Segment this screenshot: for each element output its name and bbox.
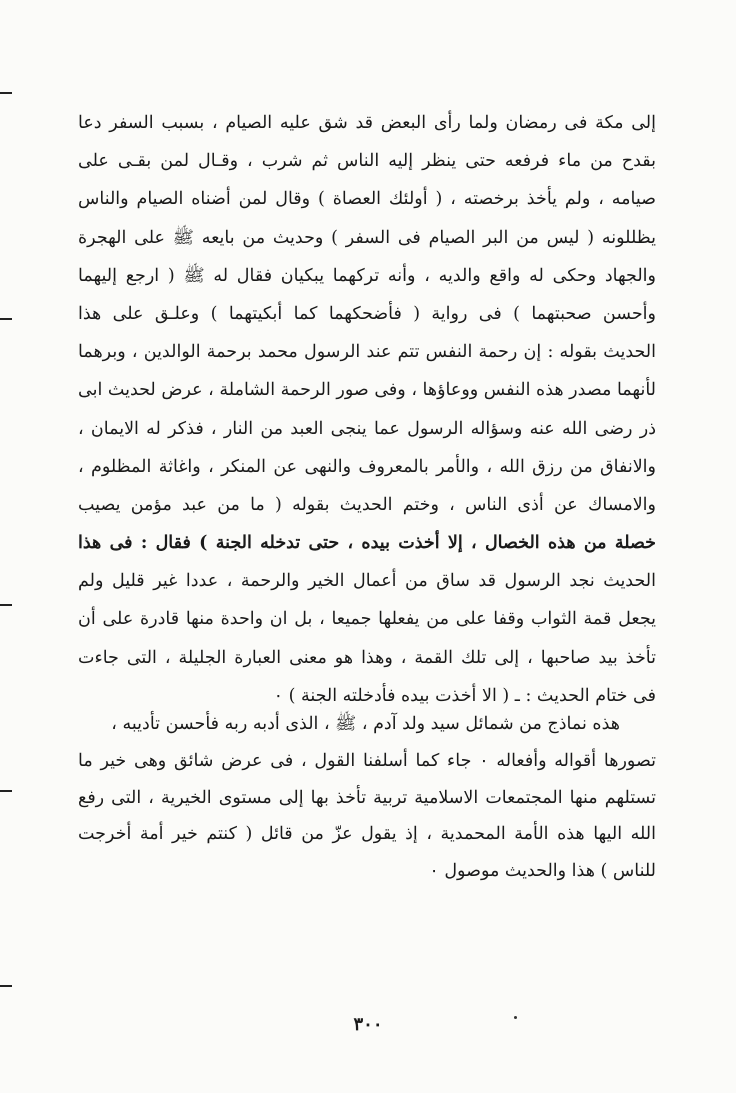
text-line: يجعل قمة الثواب وقفا على من يفعلها جميعا ، بل ان واحدة منها قادرة على أن [78,609,656,630]
text-line: والجهاد وحكى له واقع والديه ، وأنه تركهما يبكيان فقال له ﷺ ( ارجع إليهما [78,265,656,286]
margin-mark [0,92,12,94]
text-line: بقدح من ماء فرفعه حتى ينظر إليه الناس ثم شرب ، وقـال لمن بقـى على [78,151,656,172]
margin-mark [0,790,12,792]
paragraph-2 [78,706,656,890]
text-line: للناس ) هذا والحديث موصول ٠ [429,861,656,882]
text-line: والامساك عن أذى الناس ، وختم الحديث بقوله ( ما من عبد مؤمن يصيب [78,494,656,515]
text-line: لأنهما مصدر هذه النفس ووعاؤها ، وفى صور الرحمة الشاملة ، عرض لحديث ابى [78,380,656,401]
text-line: تصورها أقواله وأفعاله ٠ جاء كما أسلفنا القول ، فى عرض شائق وهى خير ما [78,750,656,771]
text-line: الله اليها هذه الأمة المحمدية ، إذ يقول عزّ من قائل ( كنتم خير أمة أخرجت [78,824,656,845]
text-line: تستلهم منها المجتمعات الاسلامية تربية تأخذ بها إلى مستوى الخيرية ، التى رفع [78,787,656,808]
text-line: تأخذ بيد صاحبها ، إلى تلك القمة ، وهذا هو معنى العبارة الجليلة ، التى جاءت [78,647,656,668]
margin-mark [0,985,12,987]
text-line: ذر رضى الله عنه وسؤاله الرسول عما ينجى العبد من النار ، فذكر له الايمان ، [78,418,656,439]
text-line: الحديث نجد الرسول قد ساق من أعمال الخير والرحمة ، عددا غير قليل ولم [78,571,656,592]
text-line: يظللونه ( ليس من البر الصيام فى السفر ) وحديث من بايعه ﷺ على الهجرة [78,227,656,248]
text-line: خصلة من هذه الخصال ، إلا أخذت بيده ، حتى تدخله الجنة ) فقال : فى هذا [78,533,656,554]
text-line: وأحسن صحبتهما ) فى رواية ( فأضحكهما كما أبكيتهما ) وعلـق على هذا [78,303,656,324]
text-line: فى ختام الحديث : ـ ( الا أخذت بيده فأدخلته الجنة ) ٠ [273,685,656,706]
text-line: الحديث بقوله : إن رحمة النفس تتم عند الرسول محمد برحمة الوالدين ، وبرهما [78,342,656,363]
paragraph-1 [78,104,656,715]
page-number: ٣٠٠ [353,1014,383,1035]
margin-mark [0,318,12,320]
text-line: هذه نماذج من شمائل سيد ولد آدم ، ﷺ ، الذى أدبه ربه فأحسن تأديبه ، [111,714,620,734]
text-line: صيامه ، ولم يأخذ برخصته ، ( أولئك العصاة ) وقال لمن أضناه الصيام والناس [78,189,656,210]
text-line: إلى مكة فى رمضان ولما رأى البعض قد شق عليه الصيام ، بسبب السفر دعا [78,113,656,133]
text-line: والانفاق من رزق الله ، والأمر بالمعروف والنهى عن المنكر ، واغاثة المظلوم ، [78,456,656,477]
margin-mark [0,604,12,606]
